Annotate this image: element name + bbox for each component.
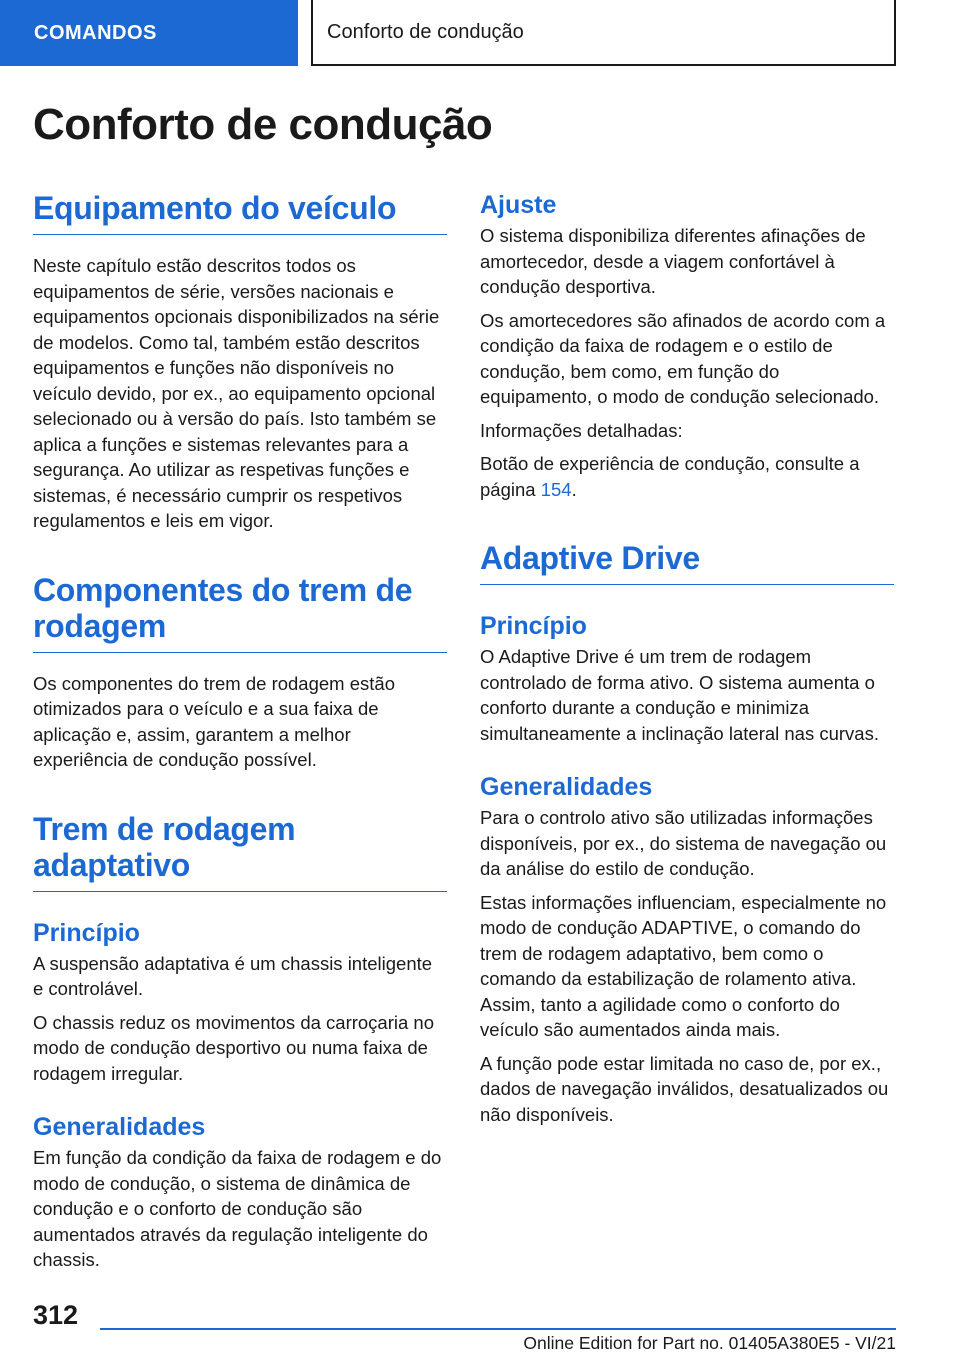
chapter-label: Conforto de condução xyxy=(327,20,524,43)
page-title: Conforto de condução xyxy=(33,100,493,149)
heading-adaptive-drive: Adaptive Drive xyxy=(480,540,894,585)
section-label: COMANDOS xyxy=(34,21,157,44)
heading-ajuste: Ajuste xyxy=(480,191,557,219)
adaptive-generalidades-p3: A função pode estar limitada no caso de, por ex., dados de navegação inválidos, desatualizados ou não disponíveis. xyxy=(480,1052,889,1125)
adaptive-principio-p1: O Adaptive Drive é um trem de rodagem controlado de forma ativo. O sistema aumenta o conforto durante a condução e minimiza simultaneamente a inclinação lateral nas curvas. xyxy=(480,646,879,744)
heading-generalidades: Generalidades xyxy=(33,1113,206,1141)
heading-principio: Princípio xyxy=(33,918,140,947)
heading-trem-adaptativo: Trem de rodagem adaptativo xyxy=(33,811,447,892)
section-ajuste xyxy=(480,190,894,502)
page-link[interactable]: 154 xyxy=(540,478,572,500)
section-componentes xyxy=(33,572,447,773)
left-column xyxy=(33,190,447,1273)
ajuste-p2: Os amortecedores são afinados de acordo com a condição da faixa de rodagem e o estilo de condução, bem como, em função do equipamento, o modo de condução selecionado. xyxy=(480,309,886,407)
chapter-header xyxy=(311,0,896,66)
section-trem-adaptativo xyxy=(33,811,447,1273)
section-tab xyxy=(0,0,298,66)
section-equipamento xyxy=(33,190,447,534)
adaptive-generalidades-p1: Para o controlo ativo são utilizadas informações disponíveis, por ex., do sistema de navegação ou da análise do estilo de condução. xyxy=(480,807,887,879)
heading-componentes: Componentes do trem de rodagem xyxy=(33,572,447,653)
right-column xyxy=(480,190,894,1127)
principio-p1: A suspensão adaptativa é um chassis inteligente e controlável. xyxy=(33,952,433,999)
ajuste-p4 xyxy=(480,451,894,502)
generalidades-p1: Em função da condição da faixa de rodagem e do modo de condução, o sistema de dinâmica de condução e o conforto de condução são aumentados através da regulação inteligente do chassis. xyxy=(33,1147,442,1270)
componentes-text: Os componentes do trem de rodagem estão otimizados para o veículo e a sua faixa de aplicação e, assim, garantem a melhor experiência de condução possível. xyxy=(33,672,395,770)
ajuste-p4-text: Botão de experiência de condução, consulte a página xyxy=(480,453,860,500)
principio-p2: O chassis reduz os movimentos da carroçaria no modo de condução desportivo ou numa faixa de rodagem irregular. xyxy=(33,1011,435,1084)
equipamento-text: Neste capítulo estão descritos todos os equipamentos de série, versões nacionais e equipamentos opcionais disponibilizados na série de modelos. Como tal, também estão descritos equipamentos e funções não disponíveis no veículo devido, por ex., ao equipamento opcional selecionado ou à versão do país. Isto também se aplica a funções e sistemas relevantes para a segurança. Ao utilizar as respetivas funções e sistemas, é necessário cumprir os respetivos regulamentos e leis em vigor. xyxy=(33,255,440,531)
footer-divider xyxy=(100,1328,896,1330)
ajuste-p4-end: . xyxy=(571,478,577,500)
ajuste-p1: O sistema disponibiliza diferentes afinações de amortecedor, desde a viagem confortável à condução desportiva. xyxy=(480,225,866,297)
heading-adaptive-principio: Princípio xyxy=(480,612,587,640)
heading-equipamento: Equipamento do veículo xyxy=(33,190,447,235)
section-adaptive-drive xyxy=(480,540,894,1127)
adaptive-generalidades-p2: Estas informações influenciam, especialmente no modo de condução ADAPTIVE, o comando do trem de rodagem adaptativo, bem como o comando da estabilização de rolamento ativa. Assim, tanto a agilidade como o conforto do veículo são aumentados ainda mais. xyxy=(480,891,887,1040)
page-number: 312 xyxy=(33,1300,79,1330)
ajuste-p3: Informações detalhadas: xyxy=(480,419,683,441)
heading-adaptive-generalidades: Generalidades xyxy=(480,773,653,801)
footer-edition: Online Edition for Part no. 01405A380E5 - VI/21 xyxy=(523,1333,896,1353)
